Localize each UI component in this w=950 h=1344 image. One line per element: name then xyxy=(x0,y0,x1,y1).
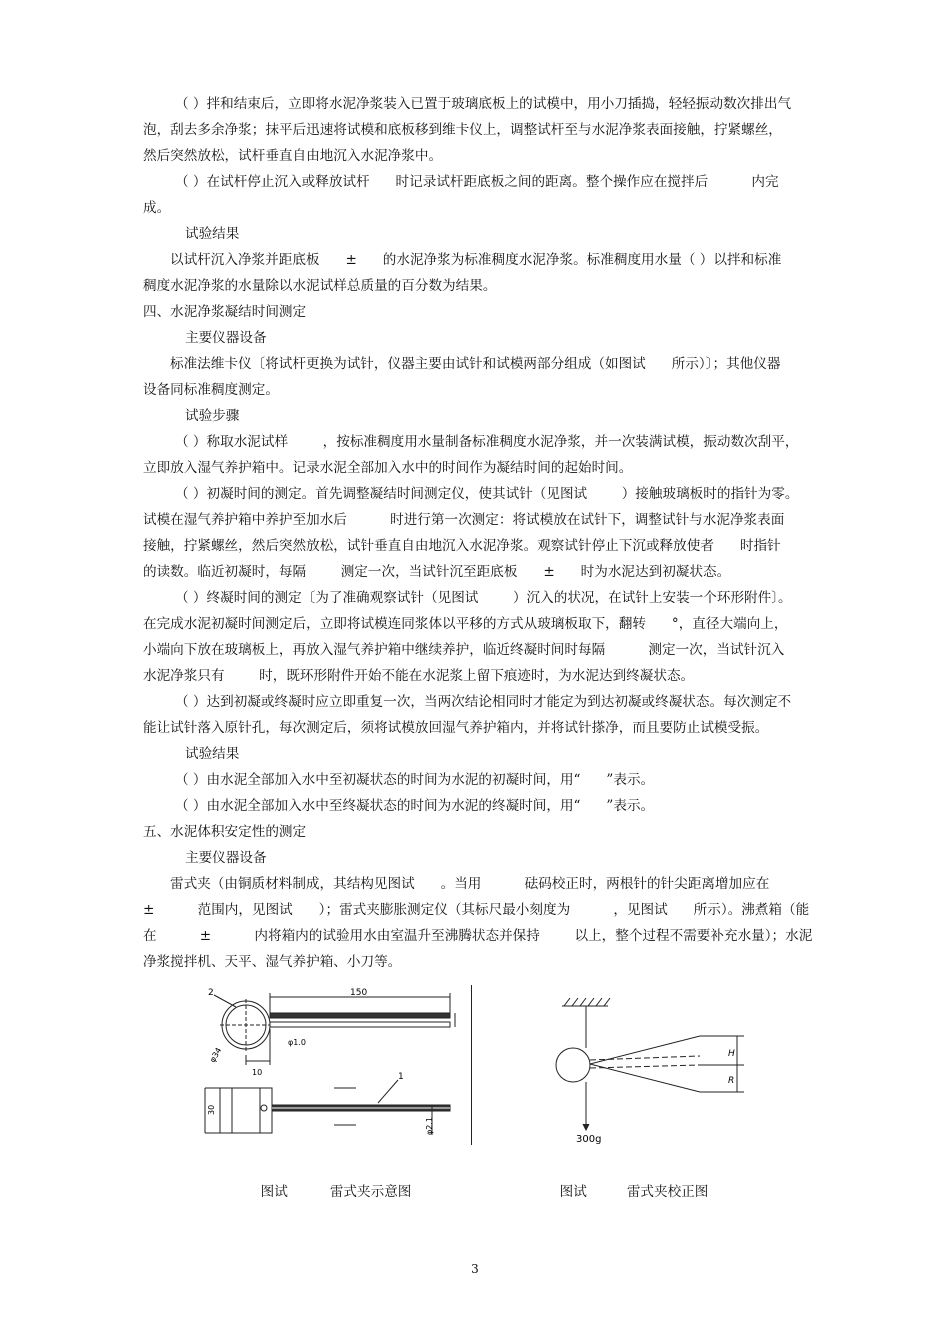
paragraph-line: 以试杆沉入净浆并距底板 ± 的水泥净浆为标准稠度水泥净浆。标准稠度用水量（ ）以拌和标准 xyxy=(170,252,782,268)
paragraph-line: 标准法维卡仪〔将试杆更换为试针，仪器主要由试针和试模两部分组成（如图试 所示）〕；其他仪器 xyxy=(170,356,781,372)
paragraph-line: 能让试针落入原针孔，每次测定后，须将试模放回湿气养护箱内，并将试针搽净，而且要防止试模受振。 xyxy=(143,720,769,736)
paragraph-line: （ ）由水泥全部加入水中至终凝状态的时间为水泥的终凝时间，用“ ”表示。 xyxy=(175,798,655,814)
sub-heading: 试验步骤 xyxy=(185,408,240,424)
pointer-lower xyxy=(270,1022,450,1027)
paragraph-line: （ ）终凝时间的测定〔为了准确观察试针（见图试 ）沉入的状况，在试针上安装一个环形附件〕。 xyxy=(175,590,792,606)
paragraph-line: 立即放入湿气养护箱中。记录水泥全部加入水中的时间作为凝结时间的起始时间。 xyxy=(143,460,633,476)
paragraph-line: 的读数。临近初凝时，每隔 测定一次，当试针沉至距底板 ± 时为水泥达到初凝状态。 xyxy=(143,564,731,580)
le-chatelier-mould-figure xyxy=(200,985,470,1145)
h-label: H xyxy=(728,1049,735,1059)
section-heading: 五、水泥体积安定性的测定 xyxy=(143,824,307,840)
dim-10-label: 10 xyxy=(252,1068,263,1077)
paragraph-line: （ ）初凝时间的测定。首先调整凝结时间测定仪，使其试针（见图试 ）接触玻璃板时的指针为零。 xyxy=(175,486,799,502)
caption-prefix: 图试 xyxy=(559,1184,587,1200)
figure-divider xyxy=(471,985,472,1145)
paragraph-line: 在 ± 内将箱内的试验用水由室温升至沸腾状态并保持 以上，整个过程不需要补充水量）；水泥 xyxy=(143,928,813,944)
paragraph-line: 成。 xyxy=(143,200,171,216)
caption-prefix: 图试 xyxy=(260,1184,288,1200)
sub-heading: 主要仪器设备 xyxy=(185,330,267,346)
dim-d2-label: φ2.1 xyxy=(425,1117,434,1135)
paragraph-line: （ ）由水泥全部加入水中至初凝状态的时间为水泥的初凝时间，用“ ”表示。 xyxy=(175,772,655,788)
figure-caption-right xyxy=(551,1164,708,1200)
paragraph-line: （ ）达到初凝或终凝时应立即重复一次，当两次结论相同时才能定为到达初凝或终凝状态。每次测定不 xyxy=(175,694,792,710)
paragraph-line: 小端向下放在玻璃板上，再放入湿气养护箱中继续养护，临近终凝时间时每隔 测定一次，当试针沉入 xyxy=(143,642,785,658)
calibration-figure xyxy=(530,992,770,1147)
paragraph-line: 泡，刮去多余净浆；抹平后迅速将试模和底板移到维卡仪上，调整试杆至与水泥净浆表面接触，拧紧螺丝， xyxy=(143,122,782,138)
paragraph-line: （ ）拌和结束后，立即将水泥净浆装入已置于玻璃底板上的试模中，用小刀插捣，轻轻振动数次排出气 xyxy=(175,96,792,112)
sub-heading: 试验结果 xyxy=(185,226,240,242)
paragraph-line: （ ）在试杆停止沉入或释放试杆 时记录试杆距底板之间的距离。整个操作应在搅拌后 内完 xyxy=(175,174,779,190)
dim-150-label: 150 xyxy=(350,988,368,998)
sub-heading: 试验结果 xyxy=(185,746,240,762)
part-2-label: 2 xyxy=(208,988,214,998)
figure-caption-left xyxy=(252,1164,411,1200)
paragraph-line: 设备同标准稠度测定。 xyxy=(143,382,279,398)
paragraph-line: 净浆搅拌机、天平、湿气养护箱、小刀等。 xyxy=(143,954,402,970)
section-heading: 四、水泥净浆凝结时间测定 xyxy=(143,304,307,320)
dim-r-label: φ34 xyxy=(207,1046,224,1064)
mould-ring xyxy=(556,1048,590,1082)
paragraph-line: 水泥净浆只有 时，既环形附件开始不能在水泥浆上留下痕迹时，为水泥达到终凝状态。 xyxy=(143,668,695,684)
paragraph-line: 雷式夹（由铜质材料制成，其结构见图试 。当用 砝码校正时，两根针的针尖距离增加应在 xyxy=(170,876,770,892)
paragraph-line: 接触，拧紧螺丝，然后突然放松，试针垂直自由地沉入水泥净浆。观察试针停止下沉或释放使者 时指针 xyxy=(143,538,781,554)
paragraph-line: 在完成水泥初凝时间测定后，立即将试模连同浆体以平移的方式从玻璃板取下，翻转 °，直径大端向上， xyxy=(143,616,788,632)
dim-30-label: 30 xyxy=(207,1104,216,1115)
dim-d1-label: φ1.0 xyxy=(288,1038,306,1047)
paragraph-line: （ ）称取水泥试样 ，按标准稠度用水量制备标准稠度水泥净浆，并一次装满试模，振动数次刮平， xyxy=(175,434,799,450)
paragraph-line: 试模在湿气养护箱中养护至加水后 时进行第一次测定：将试模放在试针下，调整试针与水泥净浆表面 xyxy=(143,512,785,528)
part-1-label: 1 xyxy=(398,1072,404,1082)
r-label: R xyxy=(728,1076,735,1086)
weight-label: 300g xyxy=(576,1134,602,1145)
paragraph-line: 稠度水泥净浆的水量除以水泥试样总质量的百分数为结果。 xyxy=(143,278,497,294)
paragraph-line: 然后突然放松，试杆垂直自由地沉入水泥净浆中。 xyxy=(143,148,443,164)
pointer-upper xyxy=(270,1013,450,1018)
caption-title: 雷式夹示意图 xyxy=(329,1184,412,1200)
page-number: 3 xyxy=(471,1262,479,1276)
sub-heading: 主要仪器设备 xyxy=(185,850,267,866)
caption-title: 雷式夹校正图 xyxy=(626,1184,709,1200)
paragraph-line: ± 范围内，见图试 ）；雷式夹膨胀测定仪（其标尺最小刻度为 ，见图试 所示）。沸煮箱（能 xyxy=(143,902,810,918)
